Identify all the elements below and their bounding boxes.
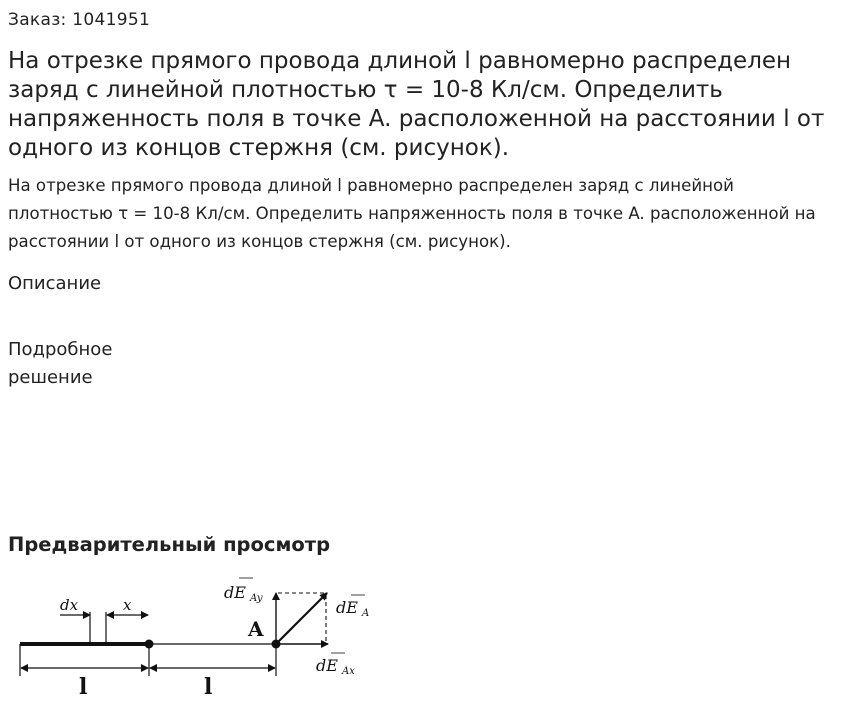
problem-title: На отрезке прямого провода длиной l равномерно распределен заряд с линейной плотностью τ = 10-8 Кл/см. Определить напряженность поля в точке A. расположенной на расстоянии l от одного из концов стержня (см. рисунок). bbox=[8, 48, 825, 161]
solution-label: Подробное решение bbox=[8, 339, 113, 388]
svg-text:Ay: Ay bbox=[250, 593, 263, 604]
rod-end-point bbox=[145, 640, 154, 649]
l-label-right: l bbox=[204, 674, 213, 700]
svg-text:dE: dE bbox=[224, 583, 246, 602]
description-label: Описание bbox=[8, 273, 102, 294]
rod-field-diagram bbox=[10, 570, 390, 700]
l-label-left: l bbox=[79, 674, 88, 700]
svg-text:dE: dE bbox=[316, 656, 338, 675]
preview-title: Предварительный просмотр bbox=[8, 533, 331, 556]
dEA-label bbox=[336, 595, 369, 619]
x-label: x bbox=[123, 596, 132, 614]
point-a-label: A bbox=[248, 617, 264, 641]
preview-figure bbox=[10, 570, 390, 704]
problem-text: На отрезке прямого провода длиной l равномерно распределен заряд с линейной плотностью τ = 10-8 Кл/см. Определить напряженность поля в точке A. расположенной на расстоянии l от одного из концов стержня (см. рисунок). bbox=[8, 176, 816, 251]
dEAx-label bbox=[316, 653, 355, 677]
dx-label: dx bbox=[60, 596, 79, 614]
dEAy-label bbox=[224, 578, 263, 604]
dEA-arrow bbox=[276, 593, 327, 644]
order-number: Заказ: 1041951 bbox=[8, 10, 151, 30]
svg-text:A: A bbox=[362, 608, 370, 619]
svg-text:dE: dE bbox=[336, 598, 358, 617]
svg-text:Ax: Ax bbox=[342, 666, 355, 677]
